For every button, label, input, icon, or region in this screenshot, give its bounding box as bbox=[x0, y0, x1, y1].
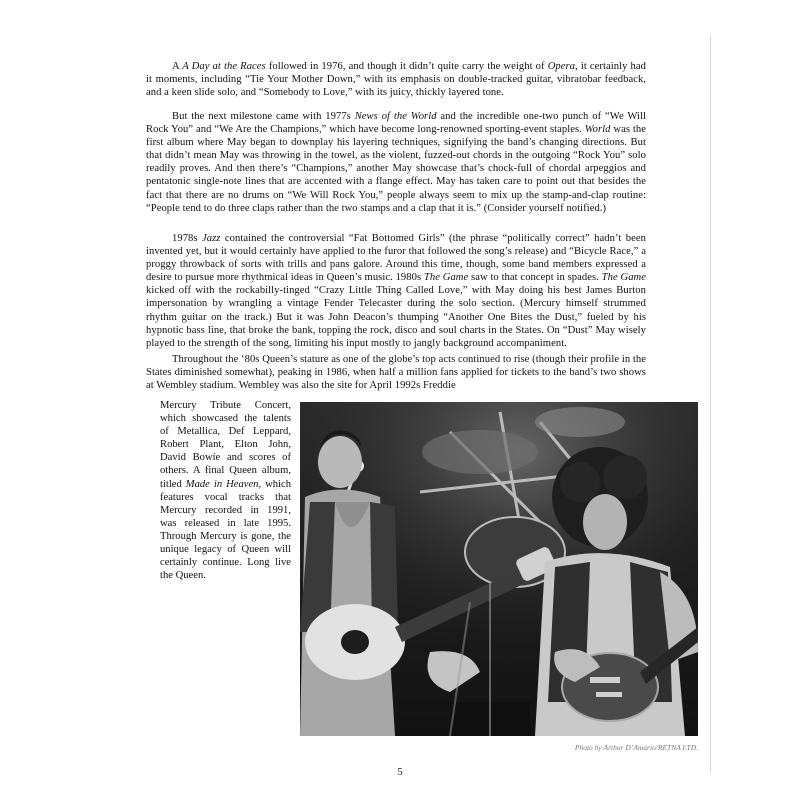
album-title: Opera, bbox=[547, 61, 578, 72]
photo-credit: Photo by Arthur D’Amario/RETNA LTD. bbox=[574, 743, 698, 752]
concert-photo bbox=[300, 402, 698, 736]
album-title: Made in Heaven, bbox=[185, 478, 262, 490]
paragraph-day-at-the-races bbox=[146, 60, 646, 99]
paragraph-tribute-wraparound bbox=[160, 399, 291, 582]
text-run: But the next milestone came with 1977s bbox=[172, 111, 355, 122]
text-run: 1978s bbox=[172, 233, 203, 244]
text-run: A bbox=[172, 61, 183, 72]
paragraph-jazz-and-the-game bbox=[146, 232, 646, 350]
album-title: The Game bbox=[601, 272, 646, 284]
text-run: it certainly had it moments, including “Tie Your Mother Down,” with its emphasis on double-tracked guitar, vibratobar feedback, and a keen slide solo, and “Somebody to Love,” with its juicy, thickly layered tone. bbox=[146, 61, 646, 99]
album-title: A Day at the Races bbox=[182, 61, 266, 72]
text-run: contained the controversial “Fat Bottomed Girls” (the phrase “politically correct” hadn’t been invented yet, but it would certainly have applied to the furor that followed the song’s release) and “Bicycle Race,” a proggy throwback of sorts with trills and pans galore. Around this time, though, some band members expressed a desire to pursue more rhythmical ideas in Queen’s music. 1980s bbox=[146, 233, 646, 284]
album-title: Jazz bbox=[202, 233, 221, 244]
text-run: was the first album where May began to downplay his layering techniques, signifying the band’s changing directions. But that didn’t mean May was throwing in the towel, as the violent, fuzzed-out chords in the outgoing “Rock You” solo readily proves. And then there’s “Champions,” another May showcase that’s chock-full of chordal arpeggios and pentatonic single-note lines that are accented with a flange effect. May has taken care to point out that besides the fact that there are no drums on “We Will Rock You,” people always seem to mix up the stamp-and-clap routine: “People tend to do three claps rather than the two stamps and a clap that it is.” (Consider yourself notified.) bbox=[146, 124, 646, 214]
album-title: The Game bbox=[423, 272, 469, 284]
page-edge-line bbox=[710, 36, 711, 772]
text-run: and the incredible one-two punch of “We Will Rock You” and “We Are the Champions,” which have become long-renowned sporting-event staples. bbox=[146, 111, 646, 136]
text-run: followed in 1976, and though it didn’t quite carry the weight of bbox=[265, 61, 548, 72]
text-run: which features vocal tracks that Mercury recorded in 1991, was released in late 1995. Through Mercury is gone, the unique legacy of Queen will certainly continue. Long live the Queen. bbox=[160, 478, 291, 582]
text-run: Mercury Tribute Concert, which showcased the talents of Metallica, Def Leppard, Robert Plant, Elton John, David Bowie and scores of others. A final Queen album, titled bbox=[160, 400, 291, 490]
album-title: News of the World bbox=[354, 111, 437, 122]
paragraph-news-of-the-world bbox=[146, 110, 646, 215]
text-run: Throughout the ‘80s Queen’s stature as one of the globe’s top acts continued to rise (though their profile in the States diminished somewhat), peaking in 1986, when half a million fans applied for tickets to the band’s two shows at Wembley stadium. Wembley was also the site for April 1992s Freddie bbox=[146, 354, 646, 392]
text-run: saw to that concept in spades. bbox=[468, 272, 602, 284]
album-title: World bbox=[584, 124, 611, 136]
paragraph-eighties-stature bbox=[146, 353, 646, 392]
page-number: 5 bbox=[397, 766, 403, 778]
text-run: kicked off with the rockabilly-tinged “Crazy Little Thing Called Love,” with May doing his best James Burton impersonation by wrangling a vintage Fender Telecaster during the solo section. (Mercury himself strummed rhythm guitar on the track.) But it was John Deacon’s thumping “Another One Bites the Dust,” fueled by his hypnotic bass line, that broke the bank, topping the rock, disco and soul charts in the States. On “Dust” May wisely played to the strength of the song, limiting his input mostly to jangly background accompaniment. bbox=[146, 285, 646, 349]
